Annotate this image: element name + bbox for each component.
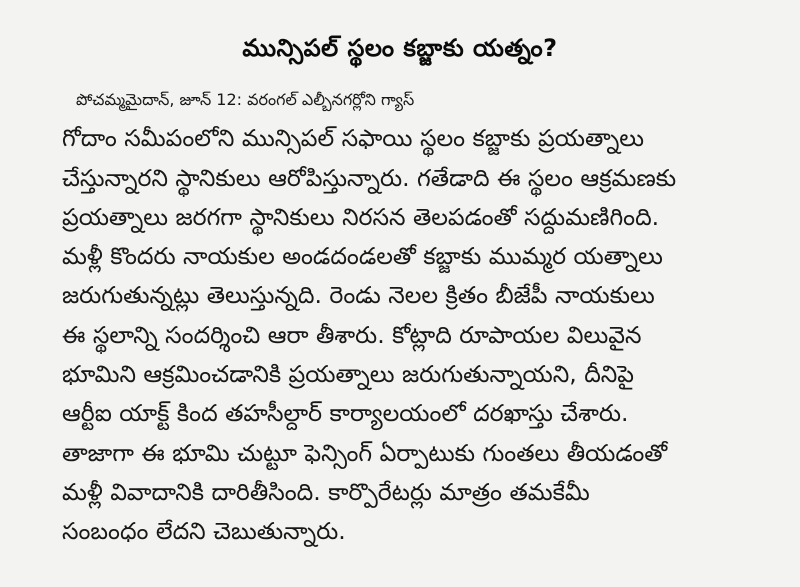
article-line: చేస్తున్నారని స్థానికులు ఆరోపిస్తున్నారు. గతేడాది ఈ స్థలం ఆక్రమణకు	[62, 163, 677, 192]
article-line: పోచమ్మమైదాన్, జూన్ 12: వరంగల్ ఎల్బీనగర్లోని గ్యాస్	[76, 90, 415, 109]
headline: మున్సిపల్ స్థలం కబ్జాకు యత్నం?	[242, 34, 558, 62]
article-line: మళ్లీ వివాదానికి దారితీసింది. కార్పొరేటర్లు మాత్రం తమకేమీ	[62, 477, 590, 506]
article-line: సంబంధం లేదని చెబుతున్నారు.	[62, 517, 346, 546]
article-body	[62, 80, 782, 552]
article-line: ప్రయత్నాలు జరగగా స్థానికులు నిరసన తెలపడంతో సద్దుమణిగింది.	[62, 202, 660, 231]
article-line: జరుగుతున్నట్లు తెలుస్తున్నది. రెండు నెలల క్రితం బీజేపీ నాయకులు	[62, 281, 655, 310]
cropped-text-fragment	[60, 0, 740, 5]
article-line: గోదాం సమీపంలోని మున్సిపల్ సఫాయి స్థలం కబ్జాకు ప్రయత్నాలు	[62, 124, 645, 153]
article-line: ఆర్టీఐ యాక్ట్ కింద తహసీల్దార్ కార్యాలయంలో దరఖాస్తు చేశారు.	[62, 399, 629, 428]
article-line: మళ్లీ కొందరు నాయకుల అండదండలతో కబ్జాకు ముమ్మర యత్నాలు	[62, 242, 663, 271]
cropped-previous-text	[60, 0, 740, 5]
article-line: ఈ స్థలాన్ని సందర్శించి ఆరా తీశారు. కోట్లాది రూపాయల విలువైన	[62, 320, 642, 349]
article-line: భూమిని ఆక్రమించడానికి ప్రయత్నాలు జరుగుతున్నాయని, దీనిపై	[62, 360, 634, 389]
article-line: తాజాగా ఈ భూమి చుట్టూ ఫెన్సింగ్ ఏర్పాటుకు గుంతలు తీయడంతో	[62, 438, 668, 467]
